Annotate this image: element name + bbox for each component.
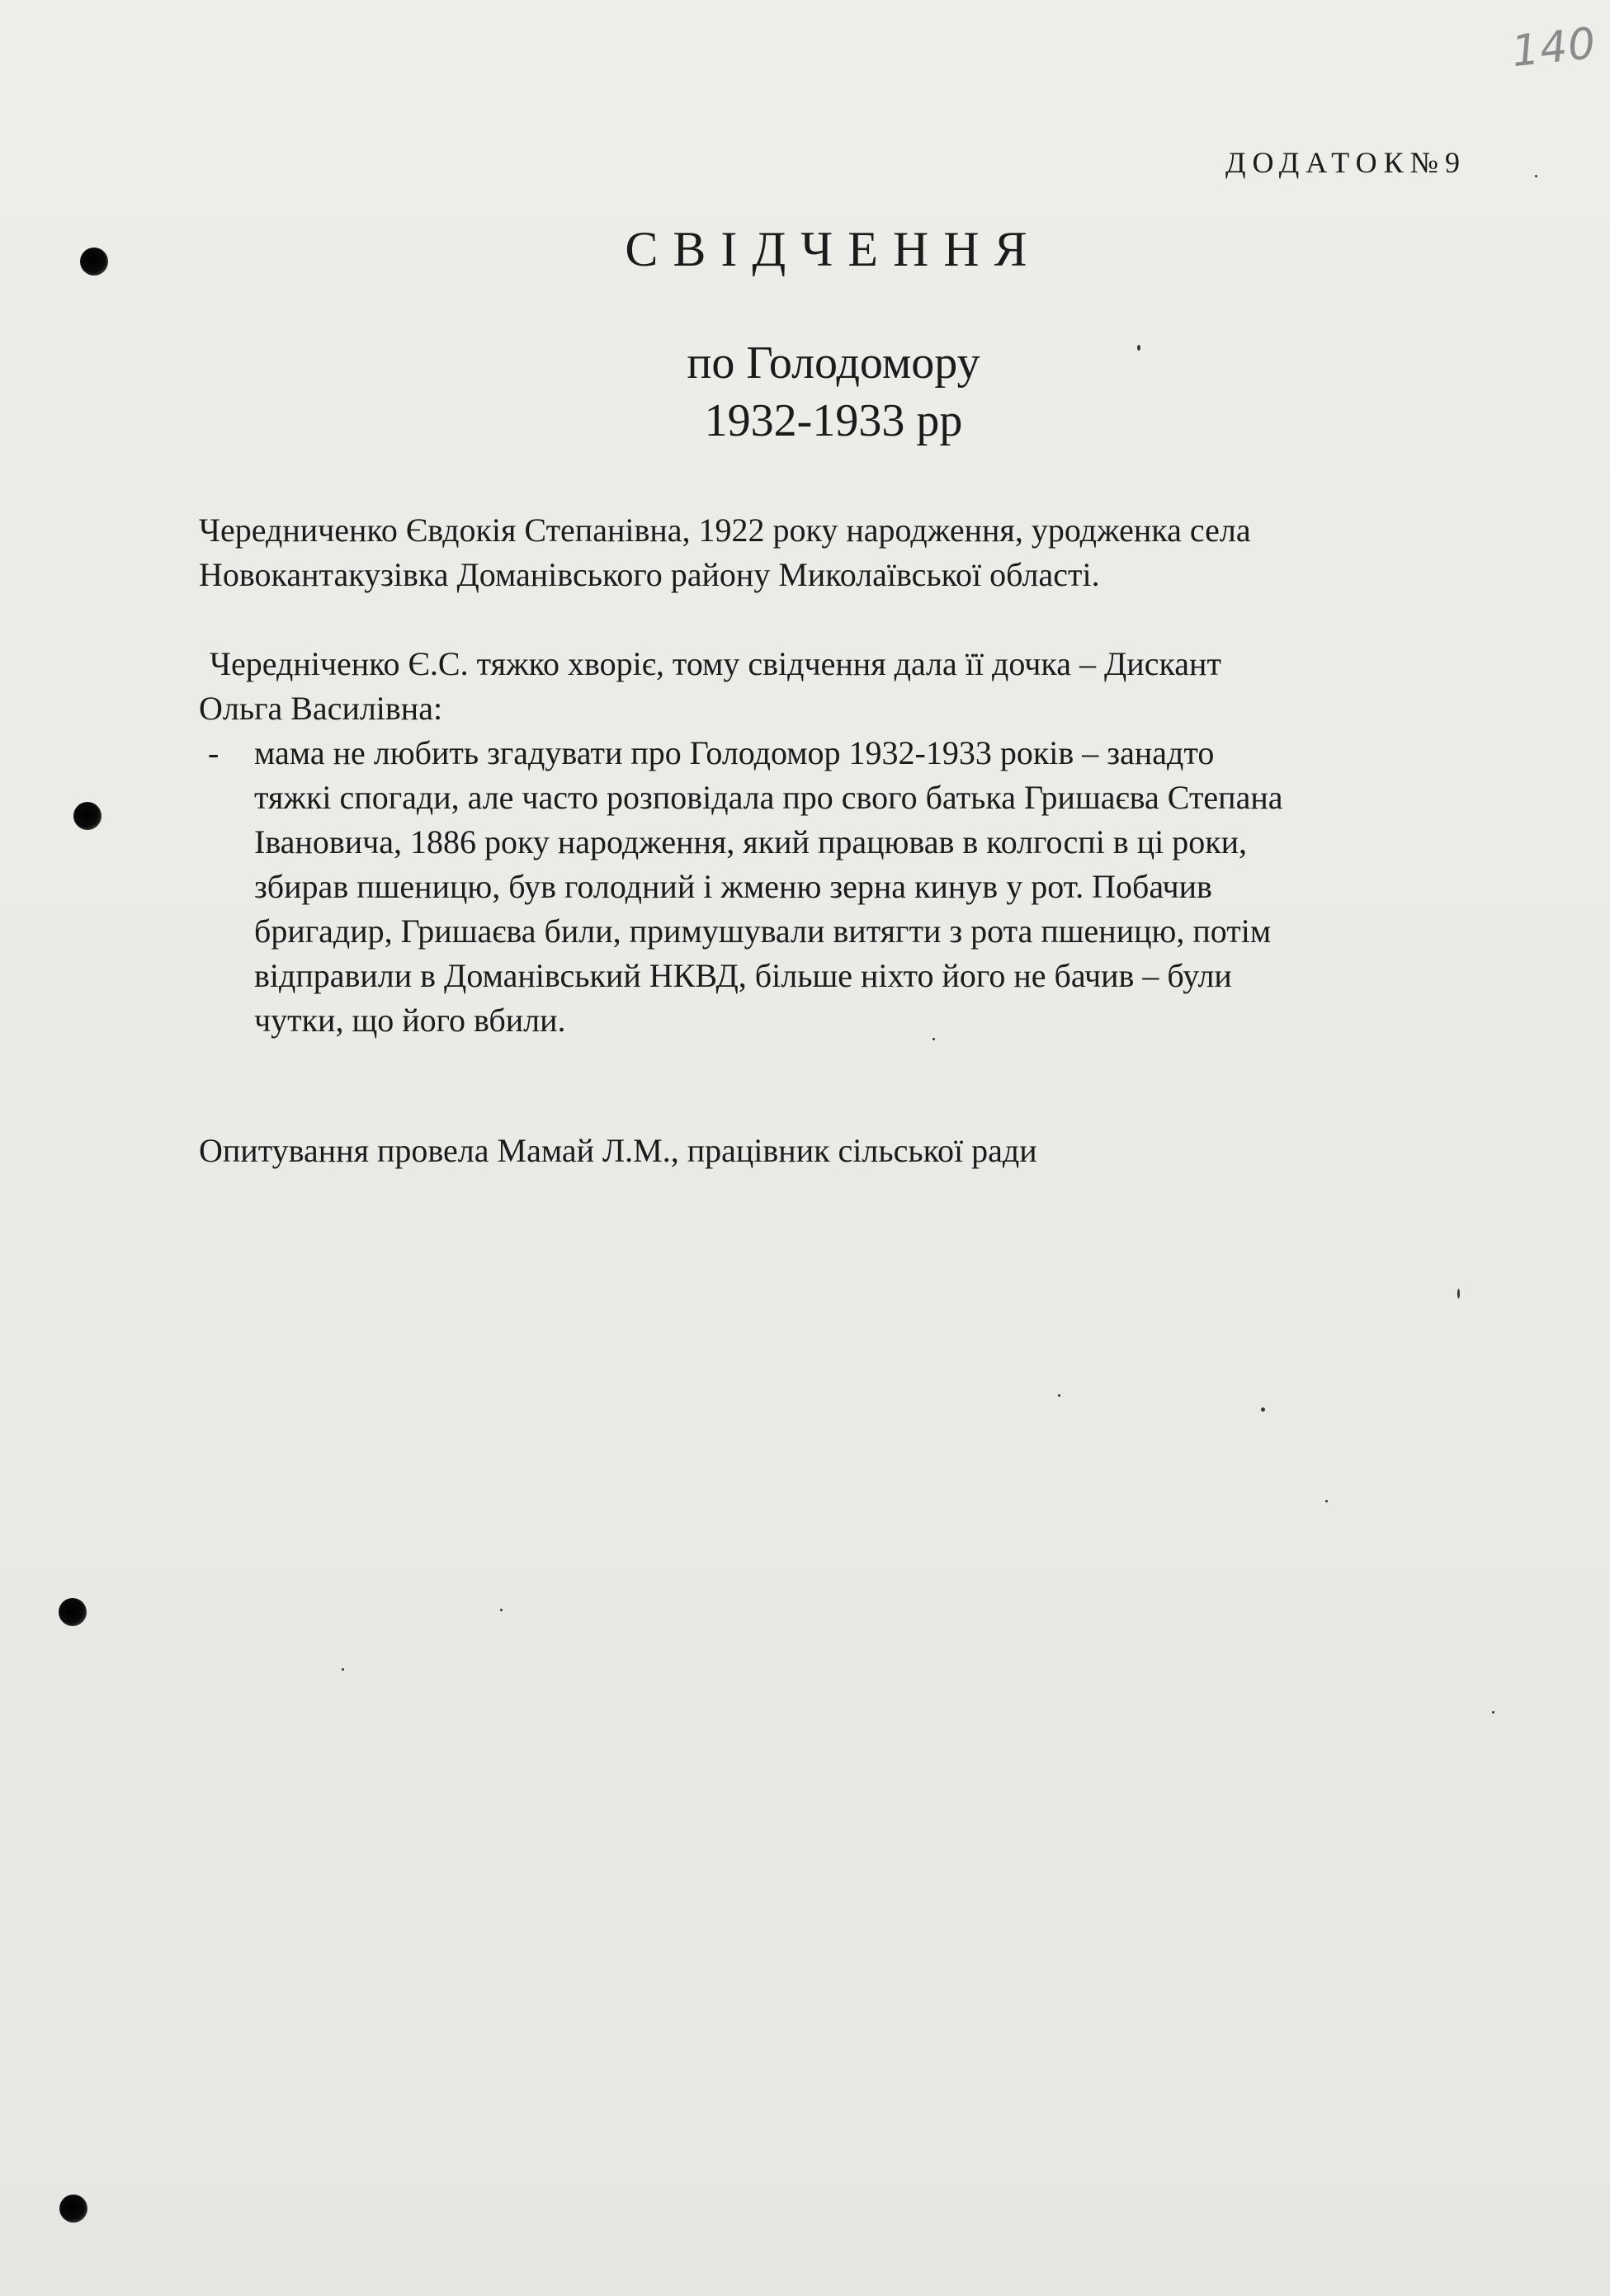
testimony-line: відправили в Доманівський НКВД, більше ніхто його не бачив – були — [254, 957, 1232, 994]
punch-hole — [59, 2195, 87, 2223]
punch-hole — [73, 802, 102, 830]
bullet-marker: - — [208, 734, 220, 771]
intro-paragraph — [199, 508, 1251, 597]
document-subtitle-line1: по Голодомору — [687, 337, 980, 389]
testimony-line: Івановича, 1886 року народження, який працював в колгоспі в ці роки, — [254, 823, 1248, 860]
testimony-source-line1: Чередніченко Є.С. тяжко хворіє, тому свідчення дала її дочка – Дискант — [210, 645, 1221, 682]
scan-speck — [1137, 345, 1140, 351]
scan-speck — [1058, 1394, 1060, 1397]
appendix-label: ДОДАТОК№9 — [1225, 146, 1466, 179]
testimony-line: збирав пшеницю, був голодний і жменю зерна кинув у рот. Побачив — [254, 868, 1212, 905]
document-subtitle-line2: 1932-1933 рр — [704, 395, 963, 446]
scan-speck — [342, 1668, 344, 1671]
scan-speck — [932, 1038, 935, 1040]
scan-speck — [500, 1609, 503, 1611]
scan-speck — [1535, 175, 1537, 177]
testimony-line: бригадир, Гришаєва били, примушували витягти з рота пшеницю, потім — [254, 912, 1272, 950]
handwritten-page-number: 140 — [1509, 18, 1599, 78]
intro-line: Новокантакузівка Доманівського району Миколаївської області. — [199, 556, 1100, 593]
testimony-line: чутки, що його вбили. — [254, 1002, 566, 1039]
document-title: СВІДЧЕННЯ — [625, 222, 1042, 276]
testimony-line: тяжкі спогади, але часто розповідала про свого батька Гришаєва Степана — [254, 779, 1283, 816]
interviewer-note: Опитування провела Мамай Л.М., працівник сільської ради — [199, 1132, 1037, 1169]
punch-hole — [59, 1598, 87, 1626]
scan-speck — [1492, 1711, 1494, 1714]
testimony-line: мама не любить згадувати про Голодомор 1932-1933 років – занадто — [254, 734, 1215, 771]
testimony-source-line2: Ольга Василівна: — [199, 690, 443, 727]
testimony-bullet — [254, 731, 1283, 1043]
scan-speck — [1457, 1289, 1460, 1299]
intro-line: Чередниченко Євдокія Степанівна, 1922 року народження, уродженка села — [199, 512, 1251, 549]
scan-speck — [1325, 1500, 1328, 1502]
scan-speck — [1261, 1407, 1265, 1412]
